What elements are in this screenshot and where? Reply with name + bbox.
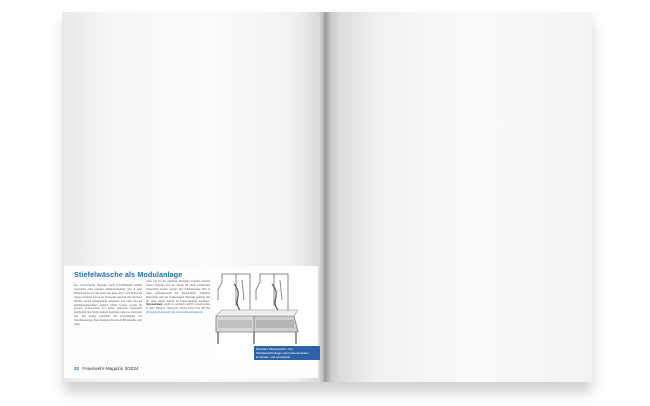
info-links[interactable]: office@aschl-edelstahl.com, www.aschl-edelstahl.com [146, 311, 203, 315]
left-page [62, 12, 324, 382]
product-photo [214, 270, 314, 358]
page-footer [74, 366, 139, 371]
page-number: 32 [74, 366, 80, 371]
boot-washer-illustration [214, 270, 314, 358]
article-column-2 [146, 280, 210, 354]
info-text: Aschl Jo Gebrauch GmbH, Gewerbestraße 4, 4623 Pinsdorf, Österreich, Telefon 0043 7612 887700, [146, 303, 210, 311]
spine-shadow [320, 12, 330, 382]
magazine-issue: Feuerwehr-Magazin 3/2024 [82, 366, 139, 371]
photo-caption: Modulare Stiefelwäsche: Die Stiefelwaschanlagen sind nebeneinander kombinier- und erweiterbar [254, 346, 320, 360]
article [64, 266, 318, 378]
article-column-1: Der österreichische Hersteller Aschl [LUXEMANN GmbH] entwickelte seine bekannte Stiefelwaschanlage jetzt in einer Modulbauweise zu. Mit dieser Idee kann sich je nach Bedarf die Anlage erweitern und an die Feuerwehr anpassen. Die einzelnen Module werden nebeneinander aufgestellt und somit sind die Reinigungskapazitäten deutlich erhöht worden. Gerade für grössere Feuerwachen, bei denen zahlreiche Kameraden gleichzeitig ihre Stiefel reinigen benötigen, kann das interessant sein. Die Anlage ermöglicht die Grobreinigung von Verschmutzungen. Eine integrierte Kunststoff-Bürstenreihe sorgt dabei [74, 284, 142, 327]
article-column-2-text: somit soll bei der gesamten Reinigung zwischen Stiefeln bessere Optionen nach der Anlage mit einem zusätzlichen Spritzschutz bestellt werden. Das Schmutzwasser läuft in einen Auffangbereich mit Ablaufschlitz. Sämtliche Materialien sind aus hochwertigem Edelstahl gefertigt und für einen langen Einsatz im Feuerwehralltag konzipiert. [146, 280, 210, 303]
right-page [324, 12, 592, 382]
info-label: Informationen: [146, 303, 164, 307]
article-headline: Stiefelwäsche als Modulanlage [74, 270, 183, 279]
magazine-spread [62, 12, 592, 386]
